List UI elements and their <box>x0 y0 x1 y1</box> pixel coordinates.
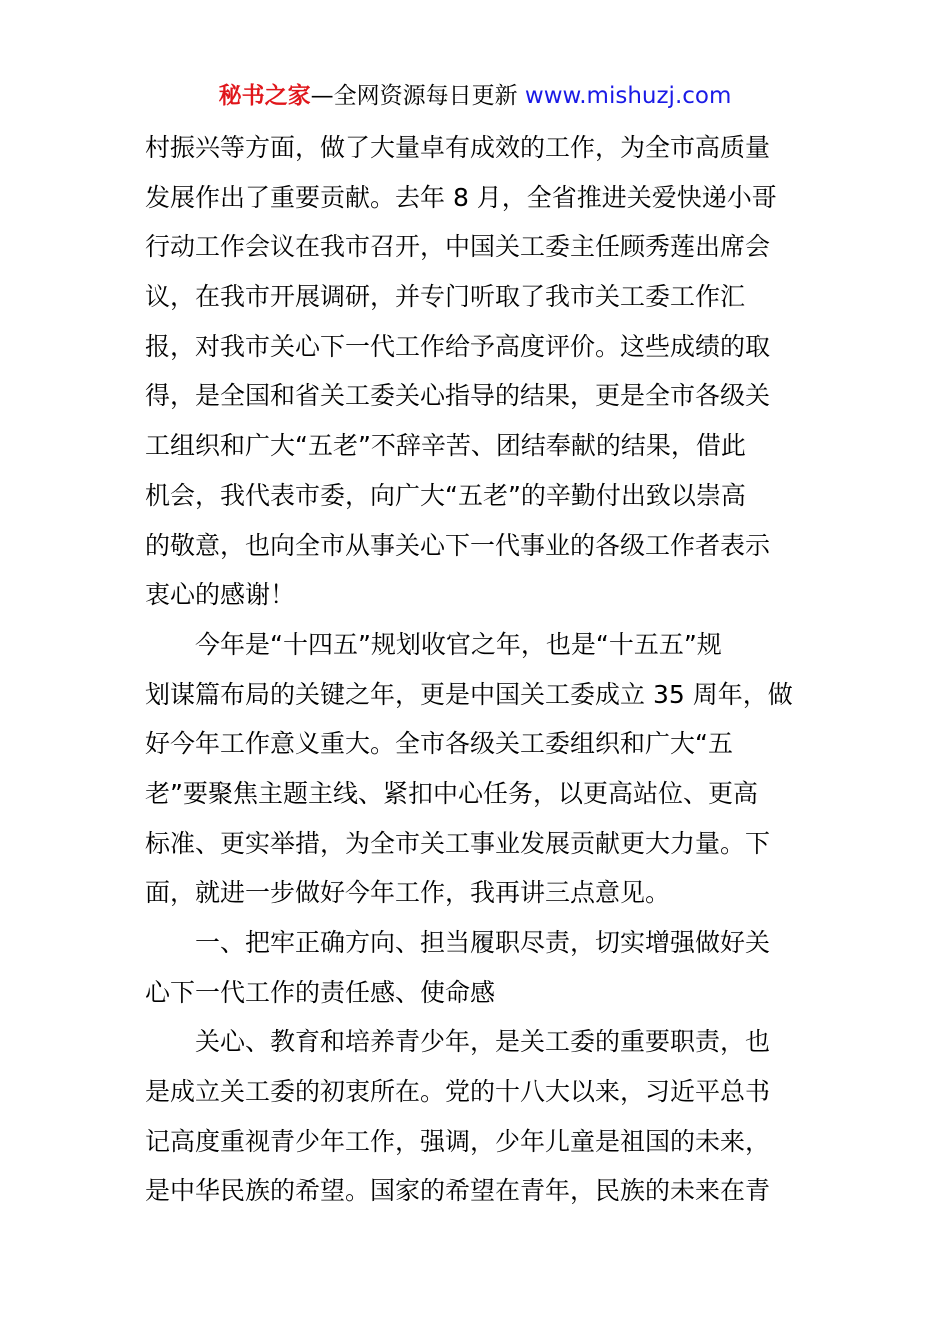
text-line: 记高度重视青少年工作，强调，少年儿童是祖国的未来， <box>145 1126 771 1156</box>
text-line: 是成立关工委的初衷所在。党的十八大以来，习近平总书 <box>145 1077 771 1107</box>
text-line: 好今年工作意义重大。全市各级关工委组织和广大“五 <box>145 729 733 759</box>
text-line: 关心、教育和培养青少年，是关工委的重要职责，也 <box>145 1027 771 1057</box>
text-line: 是中华民族的希望。国家的希望在青年，民族的未来在青 <box>145 1176 771 1206</box>
section-heading-line: 一、把牢正确方向、担当履职尽责，切实增强做好关 <box>145 928 771 957</box>
text-line: 得，是全国和省关工委关心指导的结果，更是全市各级关 <box>145 381 771 411</box>
text-line: 工组织和广大“五老”不辞辛苦、团结奉献的结果，借此 <box>145 431 746 461</box>
brand-name: 秘书之家 <box>218 83 311 109</box>
text-line: 行动工作会议在我市召开，中国关工委主任顾秀莲出席会 <box>145 232 771 262</box>
site-url-link[interactable]: www.mishuzj.com <box>524 83 732 109</box>
text-line: 衷心的感谢！ <box>145 580 296 610</box>
section-heading-line: 心下一代工作的责任感、使命感 <box>145 977 496 1007</box>
document-body <box>145 123 815 1216</box>
text-line: 划谋篇布局的关键之年，更是中国关工委成立 35 周年，做 <box>145 679 793 709</box>
text-line: 面，就进一步做好今年工作，我再讲三点意见。 <box>145 878 671 908</box>
text-line: 发展作出了重要贡献。去年 8 月，全省推进关爱快递小哥 <box>145 182 777 212</box>
text-line: 老”要聚焦主题主线、紧扣中心任务，以更高站位、更高 <box>145 778 758 808</box>
text-line: 标准、更实举措，为全市关工事业发展贡献更大力量。下 <box>145 828 771 858</box>
text-line: 的敬意，也向全市从事关心下一代事业的各级工作者表示 <box>145 530 771 560</box>
text-line: 机会，我代表市委，向广大“五老”的辛勤付出致以崇高 <box>145 480 746 510</box>
text-line: 报，对我市关心下一代工作给予高度评价。这些成绩的取 <box>145 331 771 361</box>
site-header <box>0 80 950 112</box>
text-line: 今年是“十四五”规划收官之年，也是“十五五”规 <box>145 629 722 659</box>
text-line: 村振兴等方面，做了大量卓有成效的工作，为全市高质量 <box>145 133 771 162</box>
site-tagline: —全网资源每日更新 <box>310 83 518 109</box>
text-line: 议，在我市开展调研，并专门听取了我市关工委工作汇 <box>145 282 746 312</box>
